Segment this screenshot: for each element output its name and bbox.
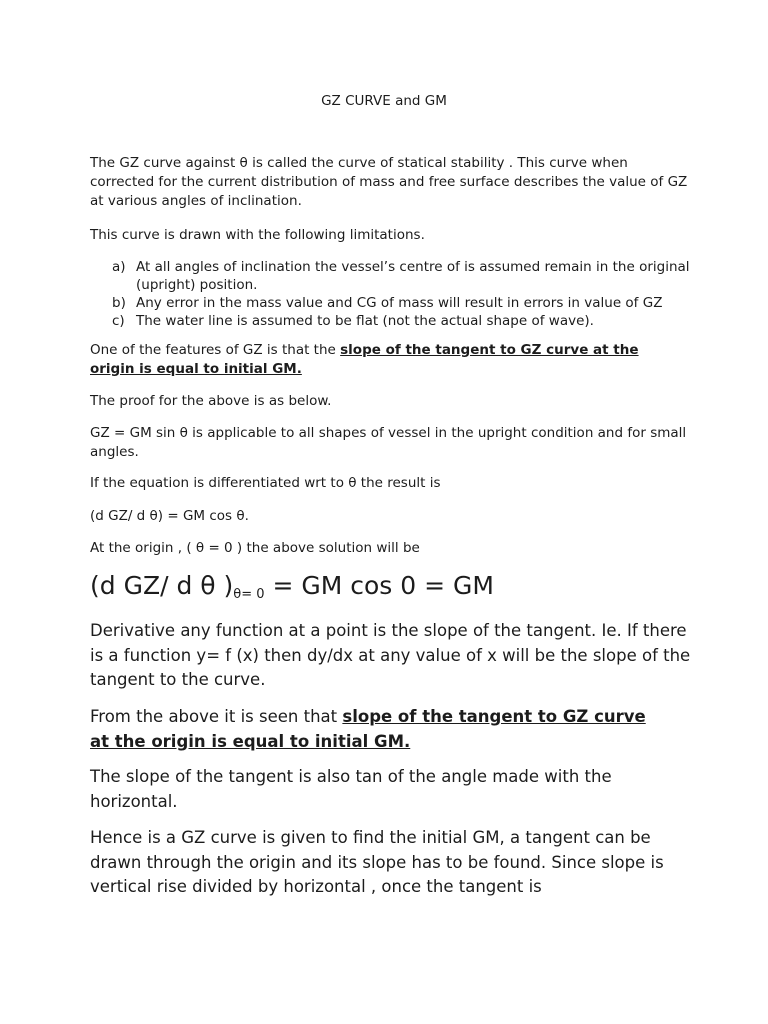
list-item <box>112 258 702 294</box>
list-marker: a) <box>112 259 126 275</box>
limitations-intro: This curve is drawn with the following limitations. <box>90 227 425 243</box>
equation-right: = GM cos 0 = GM <box>264 571 494 600</box>
hence-paragraph: Hence is a GZ curve is given to find the initial GM, a tangent can be drawn through the origin and its slope has to be found. Since slope is vertical rise divided by horizontal , once the tangent is <box>90 828 664 896</box>
conclusion-paragraph <box>90 705 650 754</box>
intro-paragraph: The GZ curve against θ is called the curve of statical stability . This curve when corrected for the current distribution of mass and free surface describes the value of GZ at various angles of inclination. <box>90 155 688 209</box>
origin-equation <box>90 569 494 612</box>
features-paragraph <box>90 341 665 379</box>
list-item-text: At all angles of inclination the vessel’s centre of is assumed remain in the original (upright) position. <box>136 259 690 293</box>
equation-left: (d GZ/ d θ ) <box>90 571 234 600</box>
list-marker: b) <box>112 295 126 311</box>
page-title: GZ CURVE and GM <box>321 93 447 109</box>
formula-paragraph: GZ = GM sin θ is applicable to all shapes of vessel in the upright condition and for small angles. <box>90 425 687 460</box>
proof-paragraph: The proof for the above is as below. <box>90 393 332 409</box>
list-item-text: The water line is assumed to be flat (not the actual shape of wave). <box>136 313 594 329</box>
list-marker: c) <box>112 313 125 329</box>
list-item <box>112 294 702 312</box>
origin-paragraph: At the origin , ( θ = 0 ) the above solution will be <box>90 540 420 556</box>
tangent-paragraph: The slope of the tangent is also tan of the angle made with the horizontal. <box>90 767 612 811</box>
derivative-definition-paragraph: Derivative any function at a point is the slope of the tangent. Ie. If there is a function y= f (x) then dy/dx at any value of x will be the slope of the tangent to the curve. <box>90 621 691 689</box>
equation-subscript: θ= 0 <box>233 587 265 602</box>
derivative-paragraph: (d GZ/ d θ) = GM cos θ. <box>90 508 249 524</box>
conclusion-text: From the above it is seen that <box>90 707 343 726</box>
features-emphasis: slope of the tangent to GZ curve at the origin is equal to initial GM. <box>90 342 639 377</box>
list-item-text: Any error in the mass value and CG of mass will result in errors in value of GZ <box>136 295 663 311</box>
list-item <box>112 312 702 330</box>
features-text: One of the features of GZ is that the <box>90 342 341 358</box>
differentiated-paragraph: If the equation is differentiated wrt to θ the result is <box>90 475 441 491</box>
limitations-list <box>112 258 702 330</box>
conclusion-emphasis: slope of the tangent to GZ curve at the origin is equal to initial GM. <box>90 707 646 751</box>
